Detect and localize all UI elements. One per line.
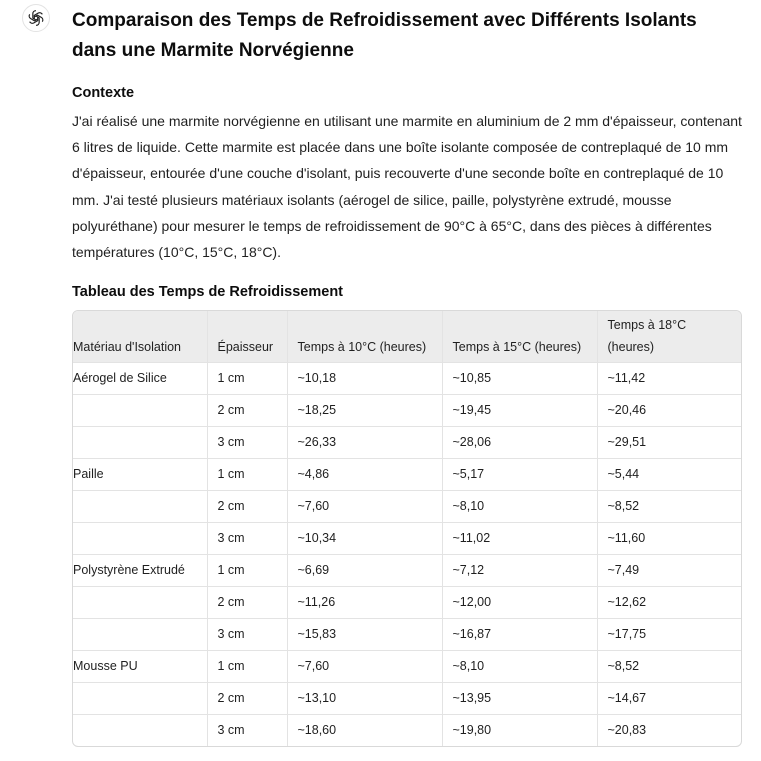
cell-time-10c: ~7,60 — [287, 651, 442, 683]
header-time-18c: Temps à 18°C (heures) — [597, 311, 741, 363]
cell-time-18c: ~20,83 — [597, 715, 741, 747]
cell-material — [73, 683, 207, 715]
cooling-times-table — [72, 310, 742, 747]
cell-time-18c: ~14,67 — [597, 683, 741, 715]
table-row — [73, 363, 741, 395]
cell-time-10c: ~4,86 — [287, 459, 442, 491]
cell-time-10c: ~11,26 — [287, 587, 442, 619]
cell-time-15c: ~16,87 — [442, 619, 597, 651]
cell-material: Aérogel de Silice — [73, 363, 207, 395]
cell-time-10c: ~7,60 — [287, 491, 442, 523]
cell-time-18c: ~11,60 — [597, 523, 741, 555]
assistant-message — [72, 0, 744, 747]
cell-time-15c: ~12,00 — [442, 587, 597, 619]
page-title: Comparaison des Temps de Refroidissement avec Différents Isolants dans une Marmite Norvégienne — [72, 10, 697, 61]
table-heading: Tableau des Temps de Refroidissement — [72, 284, 344, 301]
cell-time-10c: ~10,34 — [287, 523, 442, 555]
cell-time-10c: ~26,33 — [287, 427, 442, 459]
cell-time-15c: ~13,95 — [442, 683, 597, 715]
table-row — [73, 523, 741, 555]
cell-material — [73, 587, 207, 619]
cell-thickness: 3 cm — [207, 427, 287, 459]
cell-time-10c: ~18,25 — [287, 395, 442, 427]
context-paragraph: J'ai réalisé une marmite norvégienne en utilisant une marmite en aluminium de 2 mm d'épaisseur, contenant 6 litres de liquide. Cette marmite est placée dans une boîte isolante composée de contreplaqué de 10 mm d'épaisseur, entourée d'une couche d'isolant, puis recouverte d'une seconde boîte en contreplaqué de 10 mm. J'ai testé plusieurs matériaux isolants (aérogel de silice, paille, polystyrène extrudé, mousse polyuréthane) pour mesurer le temps de refroidissement de 90°C à 65°C, dans des pièces à différentes températures (10°C, 15°C, 18°C). — [72, 113, 742, 261]
cell-time-15c: ~11,02 — [442, 523, 597, 555]
context-heading: Contexte — [72, 85, 135, 101]
cell-material — [73, 523, 207, 555]
cell-time-15c: ~10,85 — [442, 363, 597, 395]
cell-time-15c: ~19,80 — [442, 715, 597, 747]
cell-material — [73, 427, 207, 459]
cell-time-18c: ~5,44 — [597, 459, 741, 491]
cell-time-10c: ~15,83 — [287, 619, 442, 651]
cell-thickness: 3 cm — [207, 715, 287, 747]
table-row — [73, 683, 741, 715]
header-time-10c: Temps à 10°C (heures) — [287, 311, 442, 363]
cell-time-18c: ~8,52 — [597, 491, 741, 523]
table-row — [73, 651, 741, 683]
header-thickness: Épaisseur — [207, 311, 287, 363]
header-time-15c: Temps à 15°C (heures) — [442, 311, 597, 363]
cell-time-18c: ~29,51 — [597, 427, 741, 459]
cell-time-18c: ~20,46 — [597, 395, 741, 427]
table-row — [73, 491, 741, 523]
cell-time-15c: ~5,17 — [442, 459, 597, 491]
cell-thickness: 2 cm — [207, 395, 287, 427]
cell-thickness: 2 cm — [207, 587, 287, 619]
cell-time-18c: ~12,62 — [597, 587, 741, 619]
cell-time-15c: ~8,10 — [442, 491, 597, 523]
cell-time-15c: ~19,45 — [442, 395, 597, 427]
cell-time-10c: ~10,18 — [287, 363, 442, 395]
table-row — [73, 459, 741, 491]
cell-thickness: 1 cm — [207, 363, 287, 395]
header-material: Matériau d'Isolation — [73, 311, 207, 363]
openai-logo-icon — [26, 8, 46, 28]
table-row — [73, 395, 741, 427]
cell-thickness: 1 cm — [207, 459, 287, 491]
cell-thickness: 3 cm — [207, 619, 287, 651]
cell-material: Mousse PU — [73, 651, 207, 683]
cell-material: Polystyrène Extrudé — [73, 555, 207, 587]
table-header-row — [73, 311, 741, 363]
cell-material — [73, 619, 207, 651]
table-row — [73, 555, 741, 587]
table-row — [73, 619, 741, 651]
cell-time-10c: ~13,10 — [287, 683, 442, 715]
cell-thickness: 1 cm — [207, 651, 287, 683]
cell-time-15c: ~8,10 — [442, 651, 597, 683]
cell-time-10c: ~18,60 — [287, 715, 442, 747]
cell-time-10c: ~6,69 — [287, 555, 442, 587]
cell-time-15c: ~7,12 — [442, 555, 597, 587]
table-row — [73, 587, 741, 619]
cell-thickness: 1 cm — [207, 555, 287, 587]
cell-time-18c: ~7,49 — [597, 555, 741, 587]
cell-thickness: 2 cm — [207, 491, 287, 523]
cell-time-18c: ~8,52 — [597, 651, 741, 683]
cell-time-15c: ~28,06 — [442, 427, 597, 459]
cell-material — [73, 395, 207, 427]
table-row — [73, 427, 741, 459]
assistant-avatar — [22, 4, 50, 32]
cell-material — [73, 491, 207, 523]
cell-time-18c: ~11,42 — [597, 363, 741, 395]
cell-thickness: 2 cm — [207, 683, 287, 715]
cell-material — [73, 715, 207, 747]
cell-time-18c: ~17,75 — [597, 619, 741, 651]
table-row — [73, 715, 741, 747]
cell-thickness: 3 cm — [207, 523, 287, 555]
cell-material: Paille — [73, 459, 207, 491]
